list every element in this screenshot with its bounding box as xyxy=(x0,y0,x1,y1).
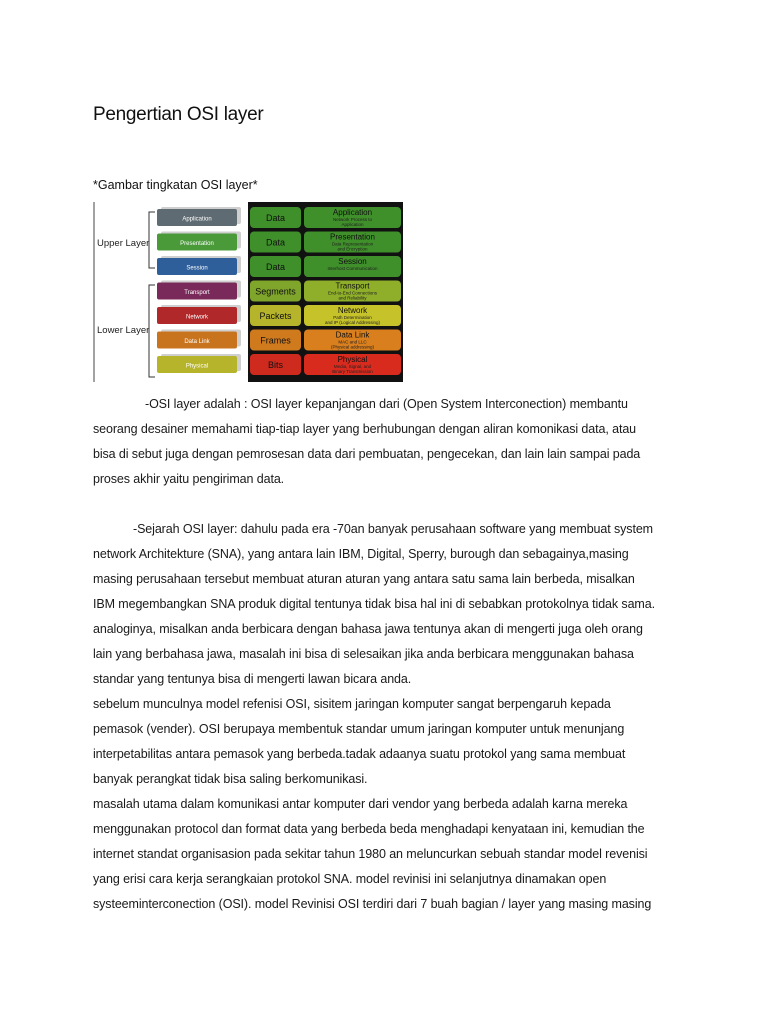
paragraph-line: seorang desainer memahami tiap-tiap layer yang berhubungan dengan aliran komonikasi data, atau xyxy=(93,422,637,436)
paragraph-line: network Architekture (SNA), yang antara lain IBM, Digital, Sperry, burough dan sebagainya,masing xyxy=(93,547,629,561)
data-unit-label: Segments xyxy=(255,286,296,297)
paragraph-line: interpetabilitas antara pemasok yang berbeda.tadak adaanya suatu protokol yang sama membuat xyxy=(93,747,626,761)
paragraph-line: proses akhir yaitu pengiriman data. xyxy=(93,472,285,486)
layer-description: Network Process to xyxy=(332,217,373,222)
data-unit-label: Frames xyxy=(260,335,291,346)
paragraph-line: banyak perangkat tidak bisa saling berkomunikasi. xyxy=(93,772,368,786)
paragraph-line: masalah utama dalam komunikasi antar komputer dari vendor yang berbeda adalah karna mereka xyxy=(93,797,628,811)
stack-block-label: Transport xyxy=(184,290,210,296)
figure-caption: *Gambar tingkatan OSI layer* xyxy=(93,178,258,192)
layer-name: Presentation xyxy=(330,232,375,242)
data-unit-label: Data xyxy=(265,237,286,248)
paragraph-line: sebelum munculnya model refenisi OSI, sisitem jaringan komputer sangat berpengaruh kepada xyxy=(93,697,611,711)
paragraph-line: pemasok (vender). OSI berupaya membentuk standar umum jaringan komputer untuk menunjang xyxy=(93,722,625,736)
paragraph-line: systeeminterconection (OSI). model Revinisi OSI terdiri dari 7 buah bagian / layer yang masing masing xyxy=(93,897,652,911)
layer-description: and Encryption xyxy=(337,246,368,252)
paragraph-line: -Sejarah OSI layer: dahulu pada era -70an banyak perusahaan software yang membuat system xyxy=(133,522,653,536)
layer-name: Application xyxy=(332,208,373,217)
paragraph-line: masing perusahaan tersebut membuat aturan aturan yang antara satu sama lain berbeda, misalkan xyxy=(93,572,635,586)
paragraph-osi-history xyxy=(93,517,693,917)
layer-description: Interhost Communication xyxy=(327,266,378,271)
paragraph-line: standar yang tentunya bisa di mengerti lawan bicara anda. xyxy=(93,672,412,686)
paragraph-line: lain yang berbahasa jawa, masalah ini bisa di selesaikan jika anda berbicara menggunakan bahasa xyxy=(93,647,634,661)
stack-block-label: Physical xyxy=(185,363,209,370)
osi-layer-figure xyxy=(93,202,403,382)
layer-description: Path Determination xyxy=(333,315,372,320)
paragraph-line: IBM megembangkan SNA produk digital tentunya tidak bisa hal ini di sebabkan protokolnya tidak sama. xyxy=(93,597,655,611)
upper-layer-label: Upper Layer xyxy=(97,238,150,249)
paragraph-osi-definition xyxy=(93,392,693,492)
layer-name: Network xyxy=(337,306,368,315)
stack-block-label: Session xyxy=(186,265,208,272)
osi-layer-diagram xyxy=(93,202,403,382)
page-title: Pengertian OSI layer xyxy=(93,104,264,125)
layer-description: Data Representation xyxy=(331,241,374,247)
layer-description: Binary Transmission xyxy=(332,369,373,374)
document-body xyxy=(93,392,693,917)
layer-description: Application xyxy=(341,222,364,227)
layer-description: Media, Signal, and xyxy=(333,364,372,369)
layer-description: and IP (Logical Addressing) xyxy=(325,320,380,325)
data-unit-label: Data xyxy=(265,213,286,223)
paragraph-line: internet standat organisasion pada sekitar tahun 1980 an meluncurkan sebuah standar model revenisi xyxy=(93,847,648,861)
layer-name: Session xyxy=(338,257,367,266)
data-unit-label: Data xyxy=(265,262,286,272)
paragraph-line: -OSI layer adalah : OSI layer kepanjangan dari (Open System Interconection) membantu xyxy=(145,397,628,411)
paragraph-line: analoginya, misalkan anda berbicara dengan bahasa jawa tentunya akan di mengerti juga oleh orang xyxy=(93,622,643,636)
paragraph-line: menggunakan protocol dan format data yang berbeda beda menghadapi kenyataan ini, kemudian the xyxy=(93,822,645,836)
stack-block-label: Presentation xyxy=(180,241,214,247)
paragraph-line: yang erisi cara kerja serangkaian protokol SNA. model revinisi ini selanjutnya dinamakan open xyxy=(93,872,607,886)
data-unit-label: Bits xyxy=(267,360,284,370)
layer-description: (Physical addressing) xyxy=(330,344,375,350)
stack-block-label: Application xyxy=(182,216,212,223)
layer-name: Transport xyxy=(335,281,370,291)
paragraph-line: bisa di sebut juga dengan pemrosesan data dari pembuatan, pengecekan, dan lain lain sampai pada xyxy=(93,447,641,461)
layer-name: Physical xyxy=(337,355,368,364)
stack-block-label: Data Link xyxy=(184,339,210,345)
layer-name: Data Link xyxy=(335,330,370,340)
data-unit-label: Packets xyxy=(259,311,292,321)
layer-description: MAC and LLC xyxy=(338,339,367,345)
stack-block-label: Network xyxy=(185,314,209,321)
lower-layer-label: Lower Layer xyxy=(97,325,150,336)
layer-description: End-to-End Connections xyxy=(327,290,378,296)
layer-description: and Reliability xyxy=(338,295,367,301)
